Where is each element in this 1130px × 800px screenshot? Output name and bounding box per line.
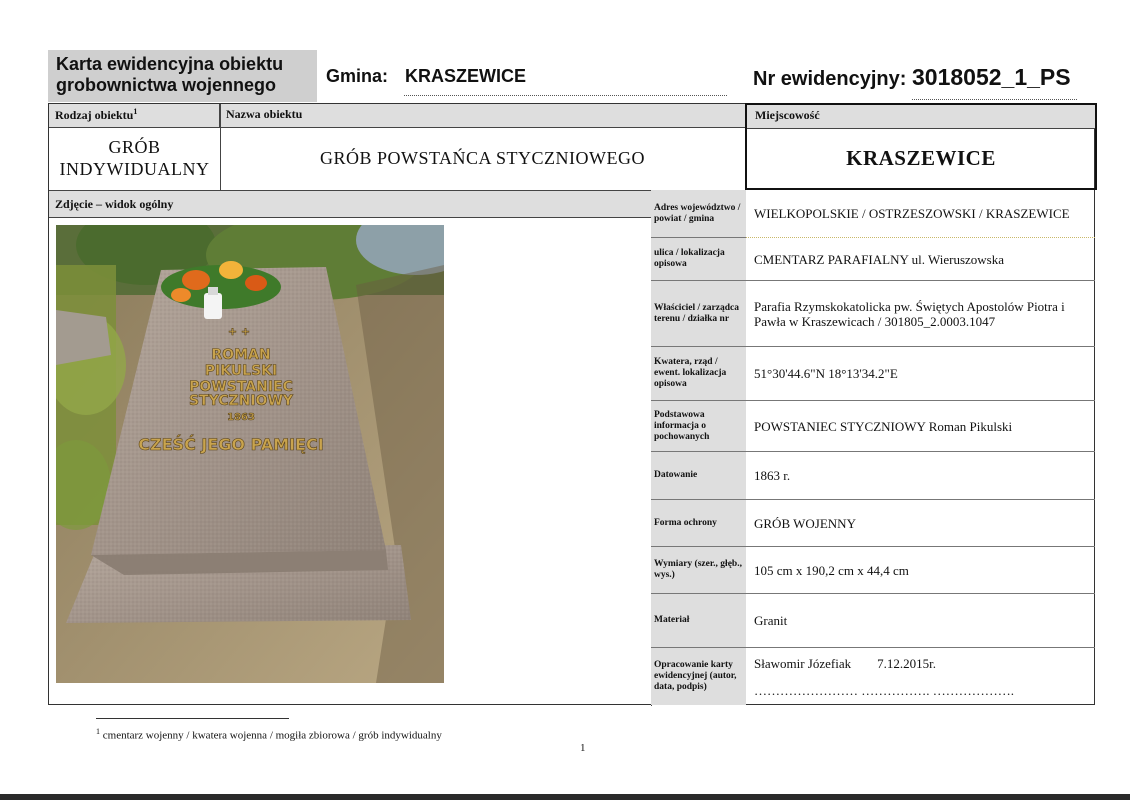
- footnote: [96, 727, 442, 742]
- datowanie-value: 1863 r.: [746, 452, 1095, 500]
- rodzaj-footnote-marker: 1: [133, 107, 138, 116]
- inscription-crosses: + +: [227, 325, 251, 338]
- kwatera-value: 51°30'44.6"N 18°13'34.2"E: [746, 347, 1095, 401]
- inscription-line: CZEŚĆ JEGO PAMIĘCI: [138, 435, 324, 454]
- inscription-line: PIKULSKI: [204, 363, 278, 379]
- inscription-line: POWSTANIEC: [189, 379, 293, 395]
- material-value: Granit: [746, 594, 1095, 648]
- miejscowosc-box: [745, 103, 1097, 190]
- gmina-value: KRASZEWICE: [405, 66, 526, 86]
- nr-ewidencyjny-value: 3018052_1_PS: [912, 64, 1071, 90]
- nr-underline: [912, 99, 1077, 100]
- footnote-rule: [96, 718, 289, 719]
- inscription-line: STYCZNIOWY: [188, 393, 294, 409]
- grave-photo-image: [56, 225, 444, 683]
- gmina-underline: [404, 95, 727, 96]
- wlasciciel-value: Parafia Rzymskokatolicka pw. Świętych Apostolów Piotra i Pawła w Kraszewicach / 301805_2.0003.1047: [746, 281, 1095, 347]
- zdjecie-header: [49, 190, 651, 218]
- nazwa-obiektu-header: [220, 104, 746, 128]
- kwatera-label: Kwatera, rząd / ewent. lokalizacja opisowa: [651, 347, 746, 401]
- nr-ewidencyjny-label: Nr ewidencyjny:: [753, 68, 907, 90]
- gmina-label: Gmina:: [326, 66, 389, 86]
- footnote-text: cmentarz wojenny / kwatera wojenna / mogiła zbiorowa / grób indywidualny: [102, 729, 442, 742]
- wlasciciel-label: Właściciel / zarządca terenu / działka nr: [651, 281, 746, 347]
- rodzaj-value-line2: INDYWIDUALNY: [59, 159, 210, 179]
- wymiary-value: 105 cm x 190,2 cm x 44,4 cm: [746, 547, 1095, 594]
- ulica-label: ulica / lokalizacja opisowa: [651, 238, 746, 281]
- datowanie-label: Datowanie: [651, 452, 746, 500]
- opracowanie-label: Opracowanie karty ewidencyjnej (autor, data, podpis): [651, 648, 746, 705]
- pochowani-value: POWSTANIEC STYCZNIOWY Roman Pikulski: [746, 401, 1095, 452]
- inscription-year: 1863: [227, 412, 255, 423]
- pochowani-label: Podstawowa informacja o pochowanych: [651, 401, 746, 452]
- opracowanie-author-date: Sławomir Józefiak 7.12.2015r.: [754, 655, 936, 671]
- wymiary-label: Wymiary (szer., głęb., wys.): [651, 547, 746, 594]
- rodzaj-value-line1: GRÓB: [108, 137, 161, 157]
- page-number: 1: [580, 742, 586, 754]
- nazwa-obiektu-value: GRÓB POWSTAŃCA STYCZNIOWEGO: [319, 147, 646, 168]
- rodzaj-obiektu-label: Rodzaj obiektu: [55, 108, 134, 122]
- card-title-line1: Karta ewidencyjna obiektu: [56, 54, 284, 74]
- card-title-line2: grobownictwa wojennego: [56, 75, 276, 95]
- footnote-marker: 1: [96, 727, 100, 736]
- nazwa-obiektu-label: Nazwa obiektu: [226, 107, 303, 121]
- miejscowosc-value: KRASZEWICE: [846, 146, 996, 170]
- miejscowosc-label: Miejscowość: [747, 105, 1095, 129]
- inscription-line: ROMAN: [211, 347, 271, 363]
- zdjecie-label: Zdjęcie – widok ogólny: [55, 197, 174, 211]
- bottom-bar: [0, 794, 1130, 800]
- rodzaj-obiektu-header: [49, 104, 220, 128]
- opracowanie-value: [746, 648, 1095, 705]
- material-label: Materiał: [651, 594, 746, 648]
- signature-line: …………………… ……………. ……………….: [754, 682, 1014, 698]
- adres-value: WIELKOPOLSKIE / OSTRZESZOWSKI / KRASZEWICE: [746, 190, 1095, 238]
- grave-photo: [56, 225, 444, 683]
- card-title: [48, 50, 317, 102]
- rodzaj-obiektu-value: [49, 128, 220, 188]
- forma-ochrony-label: Forma ochrony: [651, 500, 746, 547]
- ulica-value: CMENTARZ PARAFIALNY ul. Wieruszowska: [746, 238, 1095, 281]
- record-form: [48, 103, 1095, 705]
- forma-ochrony-value: GRÓB WOJENNY: [746, 500, 1095, 547]
- adres-label: Adres województwo / powiat / gmina: [651, 190, 746, 238]
